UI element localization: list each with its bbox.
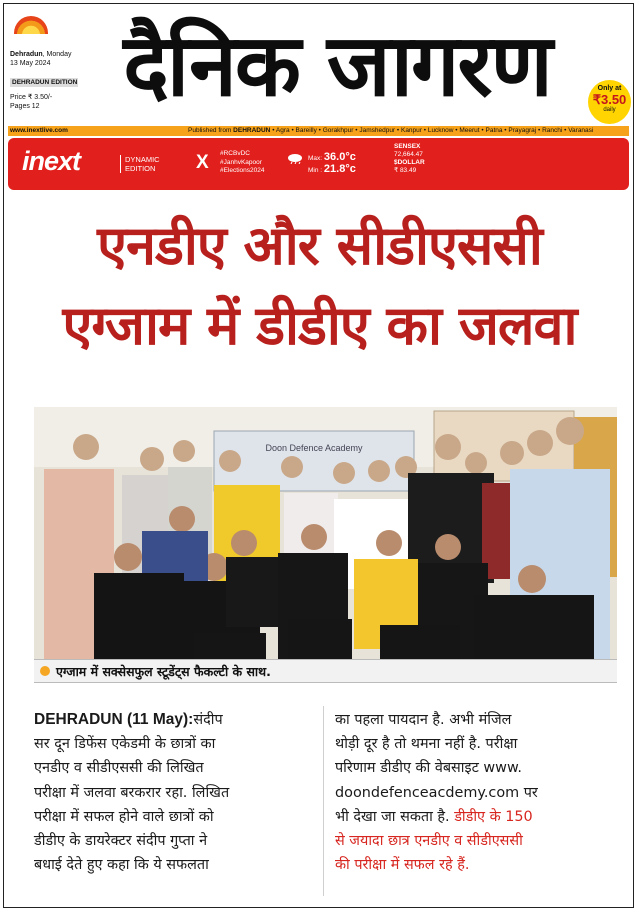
- article-column-1: [34, 708, 314, 877]
- published-prefix: Published from: [188, 127, 234, 134]
- price-badge: [588, 80, 631, 124]
- edition-line-2: EDITION: [125, 164, 156, 173]
- sensex-value: 72,664.47: [394, 151, 423, 158]
- article-line: परीक्षा में जलवा बरकरार रहा. लिखित: [34, 784, 230, 801]
- min-temp-value: 21.8°c: [323, 163, 356, 175]
- inext-header-bar: [8, 138, 629, 190]
- banner-text: Doon Defence Academy: [265, 443, 363, 453]
- sensex-label: SENSEX: [394, 143, 421, 150]
- price-text: Price ₹ 3.50/-: [10, 94, 53, 101]
- min-temp-label: Min :: [308, 167, 324, 174]
- hashtag-2: #JanhvKapoor: [220, 158, 262, 166]
- article-text: संदीप: [193, 712, 223, 728]
- published-city: DEHRADUN: [233, 127, 271, 134]
- max-temp-label: Max:: [308, 155, 324, 162]
- badge-daily: daily: [603, 107, 616, 113]
- inext-logo: inext: [22, 146, 81, 176]
- article-line: परिणाम डीडीए की वेबसाइट www.: [335, 760, 522, 777]
- cloud-rain-icon: [287, 153, 303, 164]
- article-line: परीक्षा में सफल होने वाले छात्रों को: [34, 808, 214, 825]
- headline-line-2: एग्जाम में डीडीए का जलवा: [62, 294, 577, 357]
- article-line: का पहला पायदान है. अभी मंजिल: [335, 712, 512, 728]
- weather-readout: [308, 152, 356, 176]
- article-line: [335, 805, 620, 829]
- article-line: डीडीए के डायरेक्टर संदीप गुप्ता ने: [34, 833, 208, 850]
- article-column-2: [335, 708, 620, 877]
- edition-label: DEHRADUN EDITION: [12, 79, 78, 86]
- published-from: [188, 126, 593, 136]
- dollar-label: $DOLLAR: [394, 159, 425, 166]
- headline-line-1: एनडीए और सीडीएससी: [97, 214, 542, 277]
- badge-only-at: Only at: [597, 85, 622, 92]
- article-text: भी देखा जा सकता है.: [335, 808, 455, 825]
- pages-text: Pages 12: [10, 103, 40, 110]
- article-line: doondefenceacdemy.com पर: [335, 784, 538, 801]
- issue-info: [10, 50, 71, 68]
- group-photo: [34, 407, 617, 659]
- article-line: थोड़ी दूर है तो थमना नहीं है. परीक्षा: [335, 736, 518, 753]
- dollar-value: ₹ 83.49: [394, 167, 417, 174]
- dynamic-edition-label: [120, 155, 160, 173]
- highlight-text: डीडीए के 150: [454, 808, 533, 825]
- issue-day: , Monday: [42, 51, 72, 58]
- article-line: बधाई देते हुए कहा कि ये सफलता: [34, 857, 209, 874]
- article-line: एनडीए व सीडीएससी की लिखित: [34, 760, 204, 777]
- price-info: [10, 93, 52, 111]
- dateline: DEHRADUN (11 May):: [34, 711, 194, 728]
- website-link[interactable]: www.inextlive.com: [10, 127, 68, 134]
- photo-caption: एग्जाम में सक्सेसफुल स्टूडेंट्स फैकल्टी के साथ.: [56, 663, 271, 679]
- jagran-sun-logo-icon: [10, 10, 52, 34]
- issue-city: Dehradun: [10, 51, 43, 58]
- trending-hashtags: [220, 150, 264, 176]
- x-twitter-icon: X: [196, 152, 209, 173]
- column-divider: [323, 706, 324, 896]
- photo-caption-bar: [34, 659, 617, 683]
- edition-line-1: DYNAMIC: [125, 155, 160, 164]
- highlight-line: की परीक्षा में सफल रहे हैं.: [335, 857, 470, 874]
- market-readout: [394, 143, 425, 175]
- city-list: • Agra • Bareilly • Gorakhpur • Jamshedpur • Kanpur • Lucknow • Meerut • Patna • Prayagraj • Ranchi • Varanasi: [272, 127, 594, 134]
- dainik-jagran-logo: दैनिक जागरण: [123, 15, 551, 116]
- hashtag-3: #Elections2024: [220, 167, 265, 174]
- issue-date: 13 May 2024: [10, 60, 51, 67]
- publication-strip: [8, 126, 629, 136]
- caption-bullet-icon: [40, 666, 50, 676]
- max-temp-value: 36.0°c: [323, 151, 356, 163]
- group-photo-illustration: [34, 407, 617, 659]
- badge-price: ₹3.50: [592, 92, 627, 107]
- article-line: [34, 708, 314, 732]
- article-line: सर दून डिफेंस एकेडमी के छात्रों का: [34, 736, 216, 753]
- hashtag-1: #RCBvDC: [220, 150, 250, 157]
- highlight-line: से जयादा छात्र एनडीए व सीडीएससी: [335, 833, 523, 850]
- article-headline: [12, 206, 627, 366]
